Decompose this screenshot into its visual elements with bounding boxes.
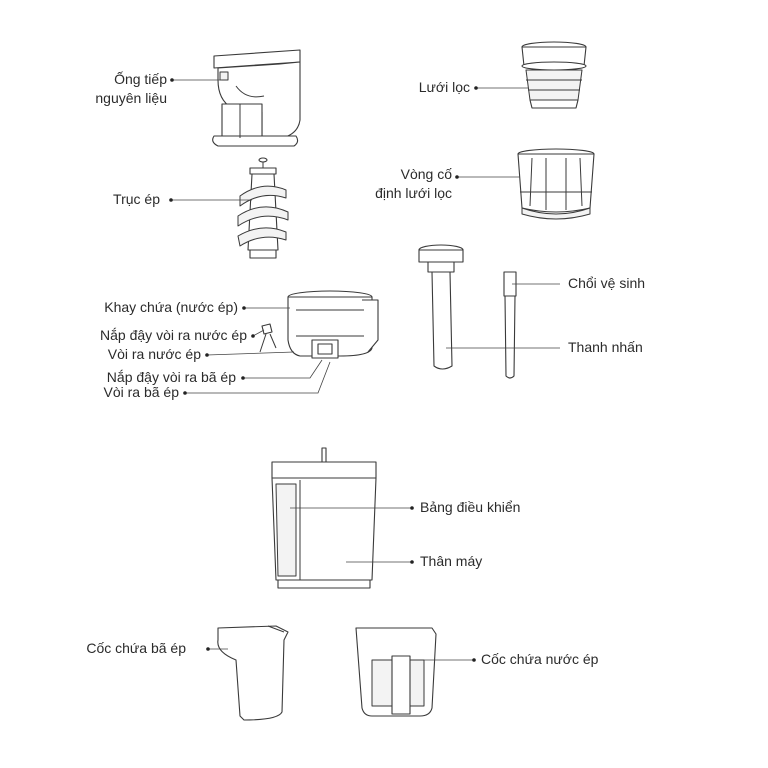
feed-chute-drawing <box>213 50 300 146</box>
strainer-holder-drawing <box>518 149 594 219</box>
label-juice-spout-cap: Nắp đậy vòi ra nước ép <box>100 327 247 343</box>
label-pulp-cup: Cốc chứa bã ép <box>86 640 186 656</box>
label-auger: Trục ép <box>113 191 160 207</box>
label-juice-cup: Cốc chứa nước ép <box>481 651 599 667</box>
auger-drawing <box>238 158 288 258</box>
label-strainer: Lưới lọc <box>418 79 470 95</box>
label-feed-chute-line2: nguyên liệu <box>95 90 167 106</box>
label-feed-chute-line1: Ống tiếp <box>114 71 167 87</box>
label-juice-bowl: Khay chứa (nước ép) <box>104 299 238 315</box>
label-juice-spout: Vòi ra nước ép <box>107 346 201 362</box>
pulp-cup-drawing <box>218 626 288 720</box>
strainer-drawing <box>522 42 586 108</box>
cleaning-brush-drawing <box>504 272 516 378</box>
main-body-drawing <box>272 448 376 588</box>
label-strainer-holder-line2: định lưới lọc <box>375 185 452 201</box>
juice-cup-drawing <box>356 628 436 716</box>
juice-bowl-drawing <box>260 291 378 358</box>
label-pusher: Thanh nhấn <box>568 339 643 355</box>
label-pulp-spout: Vòi ra bã ép <box>103 384 179 400</box>
label-strainer-holder-line1: Vòng cố <box>400 166 452 182</box>
label-pulp-spout-cap: Nắp đậy vòi ra bã ép <box>106 369 236 385</box>
label-cleaning-brush: Chổi vệ sinh <box>568 275 646 291</box>
label-main-body: Thân máy <box>420 553 483 569</box>
pusher-drawing <box>419 245 463 369</box>
label-control-panel: Bảng điều khiển <box>420 499 521 515</box>
